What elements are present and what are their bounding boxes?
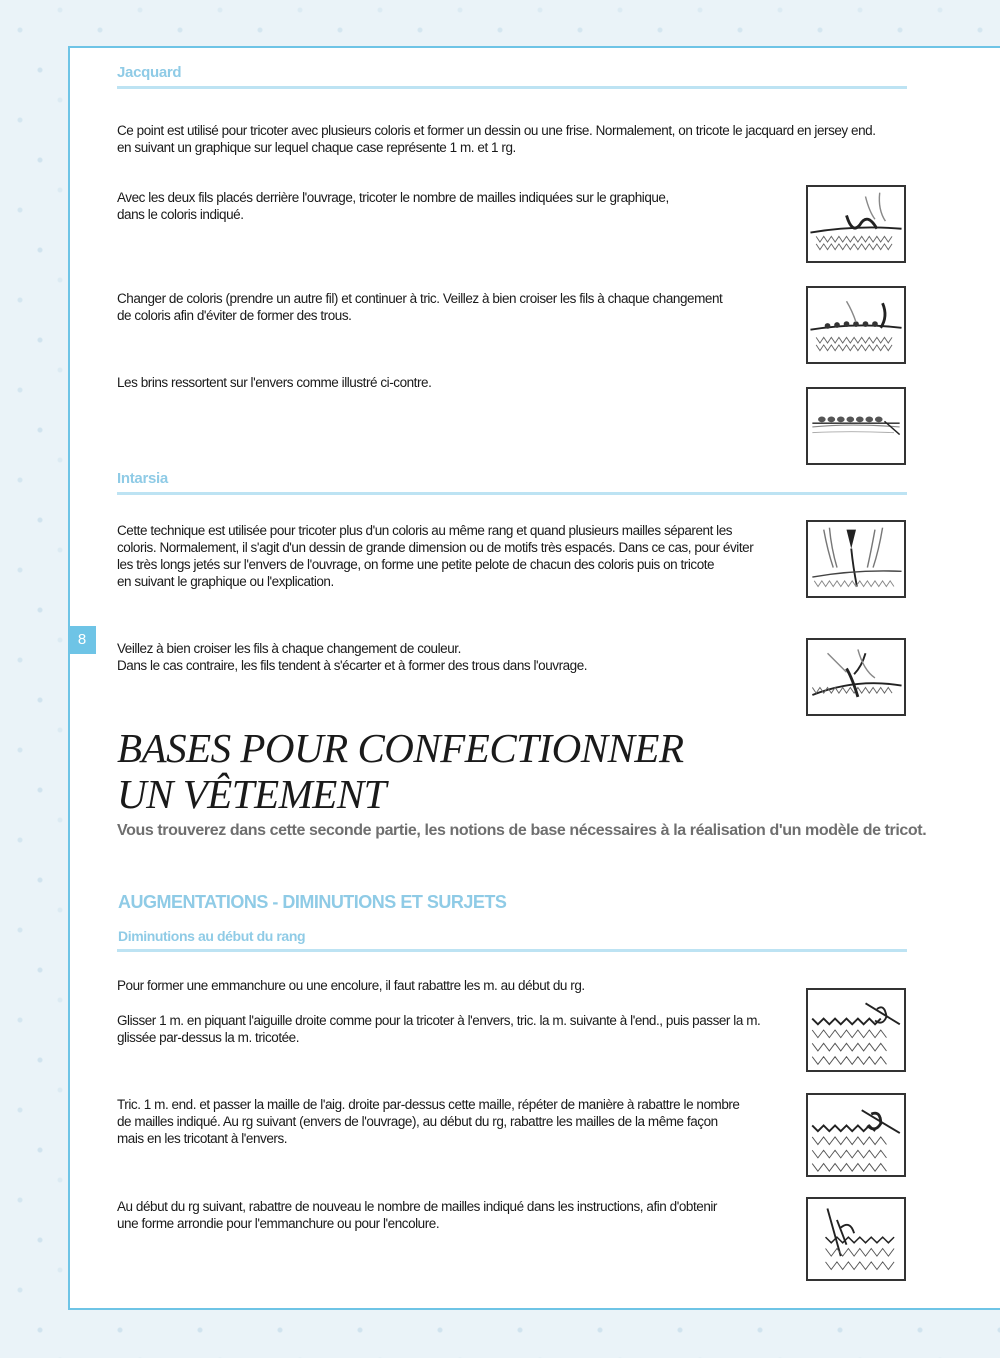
chapter-subtitle: Vous trouverez dans cette seconde partie, les notions de base nécessaires à la réalisation d'un modèle de tricot. xyxy=(117,822,927,839)
section-heading-augmentations: AUGMENTATIONS - DIMINUTIONS ET SURJETS xyxy=(118,892,507,912)
chapter-title-line-1: BASES POUR CONFECTIONNER xyxy=(117,725,684,771)
knitting-illustration-diminution-1 xyxy=(806,988,906,1072)
knitting-illustration-jacquard-1 xyxy=(806,185,906,263)
knitting-illustration-intarsia-2 xyxy=(806,638,906,716)
section-rule xyxy=(117,492,907,495)
intarsia-step-1: Veillez à bien croiser les fils à chaque changement de couleur. Dans le cas contraire, les fils tendent à s'écarter et à former des trous dans l'ouvrage. xyxy=(117,641,588,673)
augmentations-para-4: Au début du rg suivant, rabattre de nouveau le nombre de mailles indiqué dans les instructions, afin d'obtenir une forme arrondie pour l'emmanchure ou pour l'encolure. xyxy=(117,1199,717,1231)
augmentations-para-2: Glisser 1 m. en piquant l'aiguille droite comme pour la tricoter à l'envers, tric. la m. suivante à l'end., puis passer la m. glissée par-dessus la m. tricotée. xyxy=(117,1013,761,1045)
jacquard-step-3: Les brins ressortent sur l'envers comme illustré ci-contre. xyxy=(117,375,432,390)
augmentations-para-3: Tric. 1 m. end. et passer la maille de l'aig. droite par-dessus cette maille, répéter de manière à rabattre le nombre de mailles indiqué. Au rg suivant (envers de l'ouvrage), au début du rg, rabattre les mailles de la même façon mais en les tricotant à l'envers. xyxy=(117,1097,740,1146)
chapter-title xyxy=(117,725,684,817)
jacquard-step-1: Avec les deux fils placés derrière l'ouvrage, tricoter le nombre de mailles indiquées sur le graphique, dans le coloris indiqué. xyxy=(117,190,669,222)
knitting-illustration-intarsia-1 xyxy=(806,520,906,598)
knitting-illustration-diminution-2 xyxy=(806,1093,906,1177)
section-subheading-diminutions: Diminutions au début du rang xyxy=(118,928,306,944)
section-rule xyxy=(117,949,907,952)
jacquard-intro: Ce point est utilisé pour tricoter avec plusieurs coloris et former un dessin ou une frise. Normalement, on tricote le jacquard en jersey end. en suivant un graphique sur lequel chaque case représente 1 m. et 1 rg. xyxy=(117,123,876,155)
jacquard-step-2: Changer de coloris (prendre un autre fil) et continuer à tric. Veillez à bien croiser les fils à chaque changement de coloris afin d'éviter de former des trous. xyxy=(117,291,723,323)
knitting-illustration-diminution-3 xyxy=(806,1197,906,1281)
knitting-illustration-jacquard-2 xyxy=(806,286,906,364)
intarsia-intro: Cette technique est utilisée pour tricoter plus d'un coloris au même rang et quand plusieurs mailles séparent les coloris. Normalement, il s'agit d'un dessin de grande dimension ou de motifs très espacés. Dans ce cas, pour éviter les très longs jetés sur l'envers de l'ouvrage, on forme une petite pelote de chacun des coloris puis on tricote en suivant le graphique ou l'explication. xyxy=(117,523,754,589)
section-title-intarsia: Intarsia xyxy=(117,470,168,487)
section-title-jacquard: Jacquard xyxy=(117,64,182,81)
augmentations-para-1: Pour former une emmanchure ou une encolure, il faut rabattre les m. au début du rg. xyxy=(117,978,585,993)
page-number: 8 xyxy=(68,626,96,654)
chapter-title-line-2: UN VÊTEMENT xyxy=(117,771,386,817)
knitting-illustration-jacquard-3 xyxy=(806,387,906,465)
section-rule xyxy=(117,86,907,89)
